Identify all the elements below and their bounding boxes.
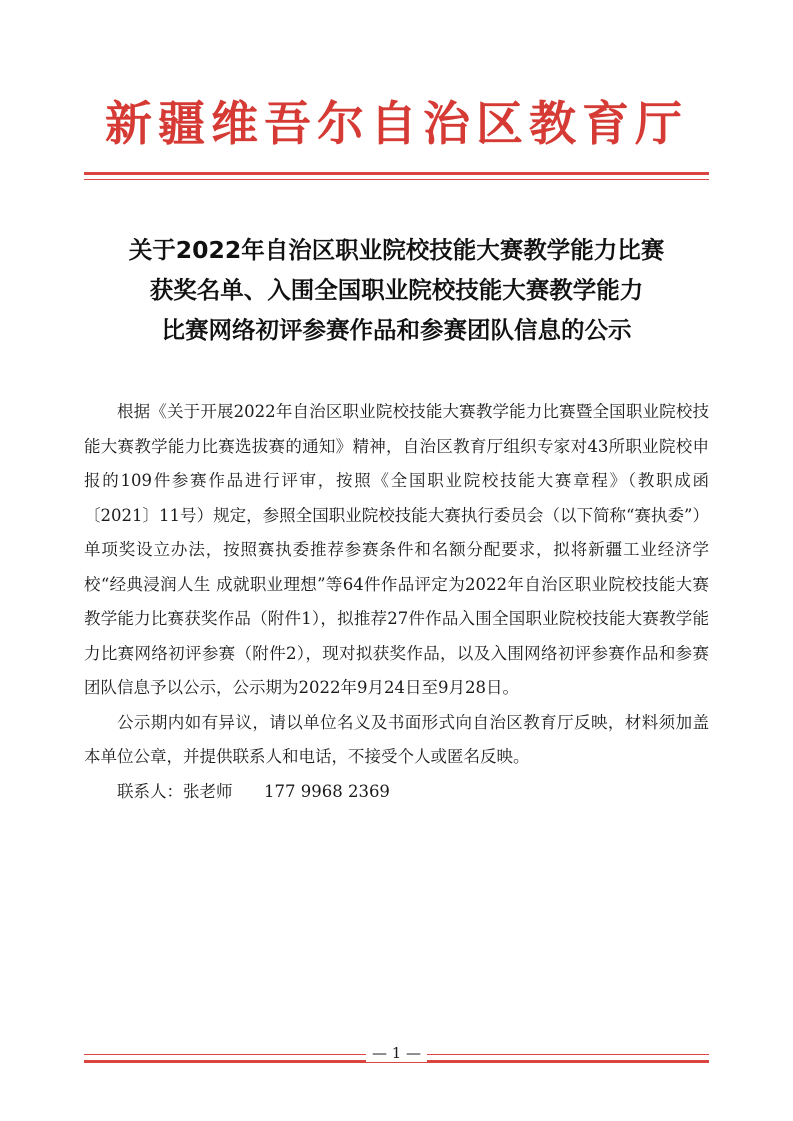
title-line: 比赛网络初评参赛作品和参赛团队信息的公示: [161, 316, 632, 344]
page-number: [0, 1043, 793, 1063]
title-line: 关于2022年自治区职业院校技能大赛教学能力比赛: [128, 236, 665, 264]
contact-line: 联系人：张老师 177 9968 2369: [117, 781, 390, 801]
agency-header: 新疆维吾尔自治区教育厅: [105, 97, 688, 152]
body-paragraph: 公示期内如有异议，请以单位名义及书面形式向自治区教育厅反映，材料须加盖本单位公章，并提供联系人和电话，不接受个人或匿名反映。: [84, 712, 709, 766]
document-body: [84, 395, 709, 809]
body-paragraph: 根据《关于开展2022年自治区职业院校技能大赛教学能力比赛暨全国职业院校技能大赛教学能力比赛选拔赛的通知》精神，自治区教育厅组织专家对43所职业院校申报的109件参赛作品进行评审，按照《全国职业院校技能大赛章程》（教职成函〔2021〕11号）规定，参照全国职业院校技能大赛执行委员会（以下简称“赛执委”）单项奖设立办法，按照赛执委推荐参赛条件和名额分配要求，拟将新疆工业经济学校“经典浸润人生 成就职业理想”等64件作品评定为2022年自治区职业院校技能大赛教学能力比赛获奖作品（附件1），拟推荐27件作品入围全国职业院校技能大赛教学能力比赛网络初评参赛（附件2），现对拟获奖作品，以及入围网络初评参赛作品和参赛团队信息予以公示，公示期为2022年9月24日至9月28日。: [84, 402, 709, 697]
title-line: 获奖名单、入围全国职业院校技能大赛教学能力: [149, 276, 644, 304]
document-title: [60, 230, 733, 350]
page-number-text: — 1 —: [366, 1044, 427, 1062]
header-rule-thick: [84, 172, 709, 175]
header-rule-thin: [84, 179, 709, 180]
